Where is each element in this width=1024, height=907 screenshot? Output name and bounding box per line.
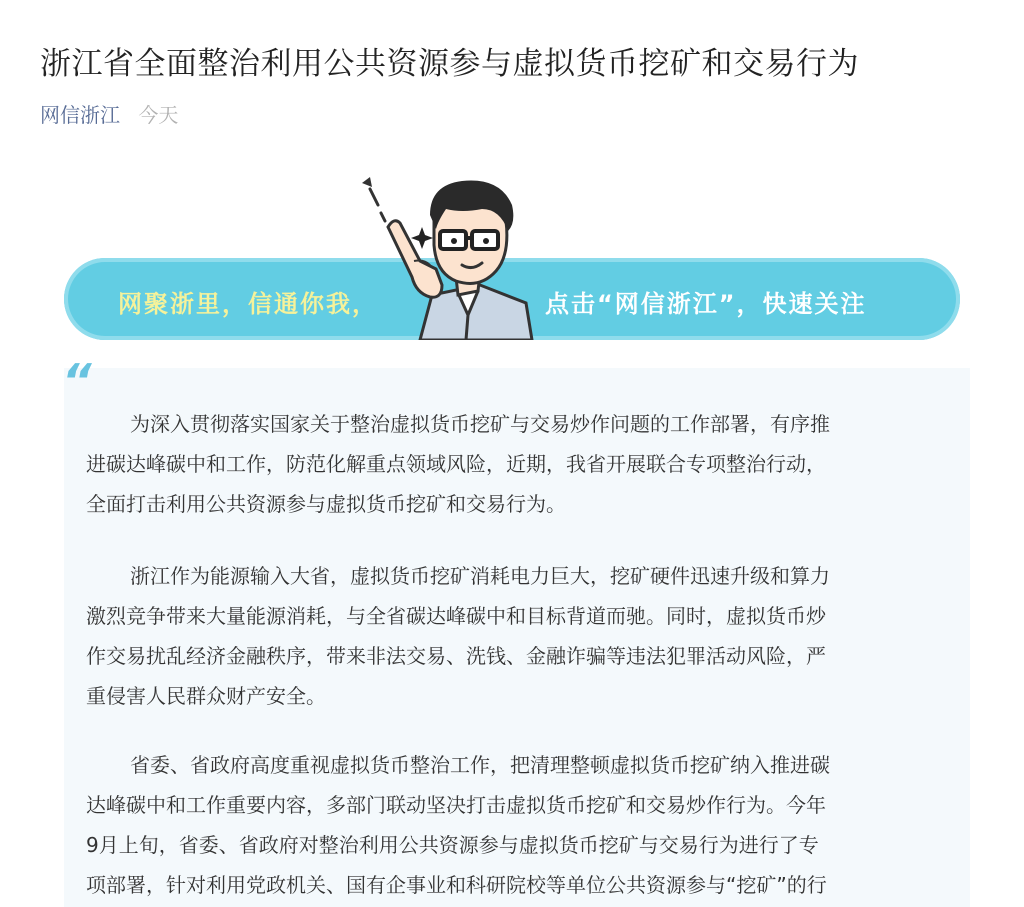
paragraph-line: 浙江作为能源输入大省，虚拟货币挖矿消耗电力巨大，挖矿硬件迅速升级和算力: [130, 564, 830, 588]
paragraph-line: 项部署，针对利用党政机关、国有企事业和科研院校等单位公共资源参与“挖矿”的行: [86, 873, 827, 897]
article-meta: [40, 99, 178, 128]
paragraph-line: 激烈竞争带来大量能源消耗，与全省碳达峰碳中和目标背道而驰。同时，虚拟货币炒: [86, 604, 826, 628]
paragraph-1: [86, 404, 946, 524]
paragraph-line: 9月上旬，省委、省政府对整治利用公共资源参与虚拟货币挖矿与交易行为进行了专: [86, 833, 819, 857]
paragraph-line: 进碳达峰碳中和工作，防范化解重点领域风险，近期，我省开展联合专项整治行动，: [86, 452, 826, 476]
publish-date: 今天: [138, 103, 179, 127]
paragraph-line: 重侵害人民群众财产安全。: [86, 684, 326, 708]
paragraph-3: [86, 745, 946, 905]
paragraph-line: 省委、省政府高度重视虚拟货币整治工作，把清理整顿虚拟货币挖矿纳入推进碳: [130, 753, 830, 777]
article-title: 浙江省全面整治利用公共资源参与虚拟货币挖矿和交易行为: [40, 46, 859, 82]
account-name-link[interactable]: 网信浙江: [40, 103, 120, 127]
paragraph-line: 全面打击利用公共资源参与虚拟货币挖矿和交易行为。: [86, 492, 566, 516]
banner-follow-prompt: 点击“网信浙江”，快速关注: [545, 290, 867, 318]
cartoon-man-pointing-icon: [350, 165, 540, 340]
paragraph-line: 作交易扰乱经济金融秩序，带来非法交易、洗钱、金融诈骗等违法犯罪活动风险，严: [86, 644, 826, 668]
paragraph-2: [86, 556, 946, 716]
paragraph-line: 达峰碳中和工作重要内容，多部门联动坚决打击虚拟货币挖矿和交易炒作行为。今年: [86, 793, 826, 817]
banner-slogan: 网聚浙里，信通你我，: [118, 290, 378, 318]
paragraph-line: 为深入贯彻落实国家关于整治虚拟货币挖矿与交易炒作问题的工作部署，有序推: [130, 412, 830, 436]
follow-banner[interactable]: [0, 165, 1024, 365]
quote-mark-icon: “: [62, 354, 92, 408]
